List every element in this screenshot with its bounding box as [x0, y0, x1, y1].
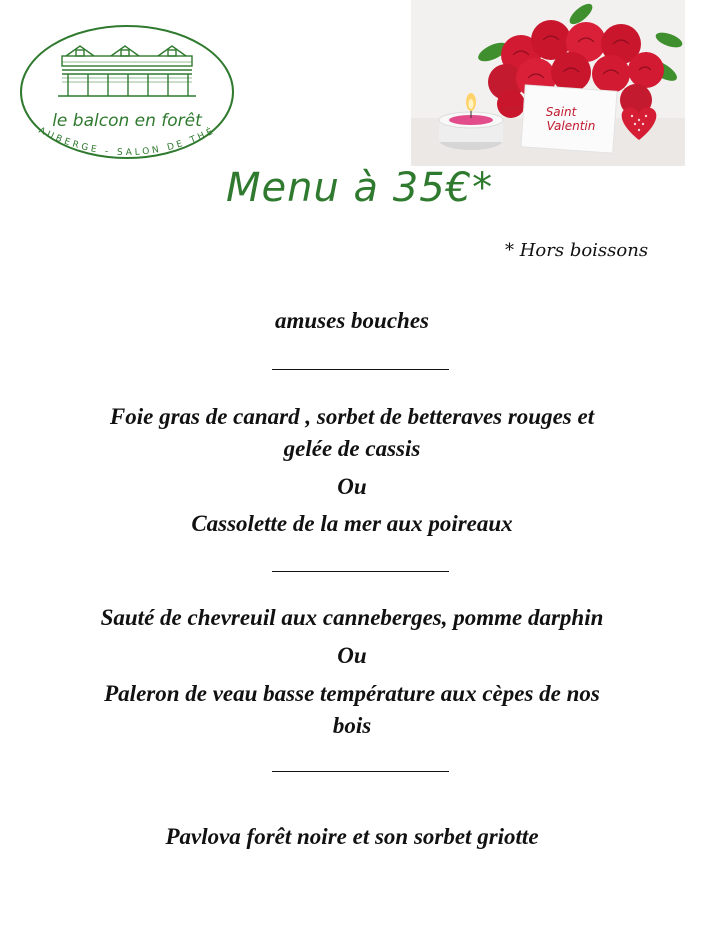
- main-option-2-line-2: bois: [332, 713, 372, 738]
- or-label: Ou: [337, 643, 367, 668]
- separator: [272, 369, 449, 370]
- svg-text:Valentin: Valentin: [546, 119, 596, 133]
- or-label: Ou: [337, 474, 367, 499]
- dessert: Pavlova forêt noire et son sorbet griotte: [165, 824, 539, 849]
- valentine-photo: [411, 0, 685, 166]
- restaurant-logo: [18, 22, 236, 170]
- svg-text:Saint: Saint: [545, 105, 577, 119]
- main-option-1: Sauté de chevreuil aux canneberges, pomme darphin: [100, 605, 604, 630]
- amuse-bouche: amuses bouches: [275, 308, 429, 333]
- starter-option-2: Cassolette de la mer aux poireaux: [191, 511, 513, 536]
- drinks-note: * Hors boissons: [505, 240, 649, 261]
- logo-name: le balcon en forêt: [52, 111, 202, 131]
- logo-tagline: AUBERGE - SALON DE THÉ: [36, 125, 218, 159]
- menu-title: Menu à 35€*: [226, 165, 494, 211]
- main-option-2-line-1: Paleron de veau basse température aux cèpes de nos: [104, 681, 600, 706]
- starter-option-1-line-2: gelée de cassis: [283, 436, 421, 461]
- separator: [272, 771, 449, 772]
- separator: [272, 571, 449, 572]
- starter-option-1-line-1: Foie gras de canard , sorbet de betteraves rouges et: [109, 404, 595, 429]
